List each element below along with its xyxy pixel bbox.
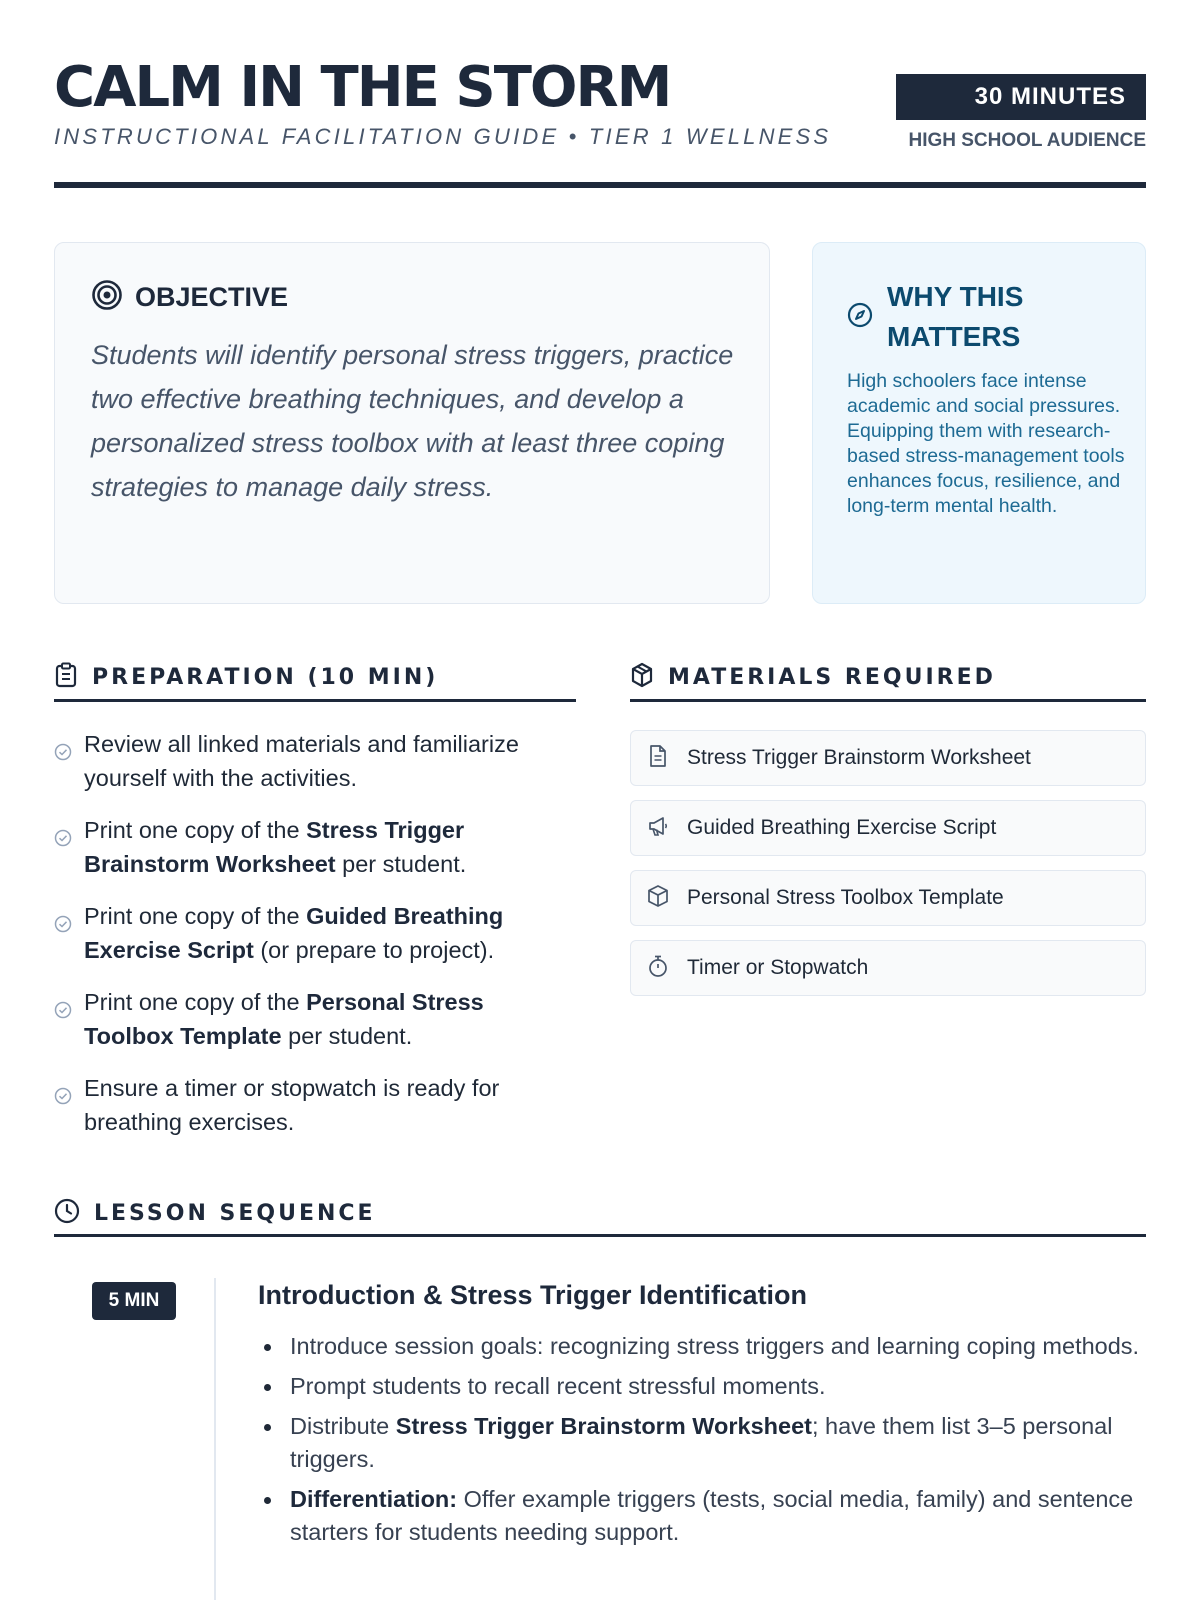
- list-item: Distribute Stress Trigger Brainstorm Worksheet; have them list 3–5 personal triggers.: [258, 1410, 1148, 1476]
- duration-badge: 30 MINUTES: [896, 74, 1146, 120]
- header-divider: [54, 182, 1146, 188]
- megaphone-icon: [647, 814, 669, 843]
- check-circle-icon: [54, 994, 72, 1028]
- document-icon: [647, 744, 669, 773]
- check-circle-icon: [54, 822, 72, 856]
- objective-card: [54, 242, 770, 604]
- material-item: Guided Breathing Exercise Script: [630, 800, 1146, 856]
- why-card: [812, 242, 1146, 604]
- sequence-header: [54, 1198, 376, 1229]
- objective-heading: OBJECTIVE: [135, 282, 289, 312]
- why-heading: WHY THIS MATTERS: [887, 281, 1024, 352]
- clipboard-icon: [54, 662, 78, 693]
- list-item: Print one copy of the Personal Stress Toolbox Template per student.: [54, 985, 574, 1053]
- page-title: CALM IN THE STORM: [54, 55, 671, 120]
- check-circle-icon: [54, 736, 72, 770]
- check-circle-icon: [54, 1080, 72, 1114]
- materials-heading: MATERIALS REQUIRED: [668, 665, 996, 690]
- list-item: Introduce session goals: recognizing stress triggers and learning coping methods.: [258, 1330, 1148, 1363]
- target-icon: [91, 279, 123, 316]
- objective-text: Students will identify personal stress triggers, practice two effective breathing techniques, and develop a personalized stress toolbox with at least three coping strategies to manage daily stress.: [91, 340, 734, 502]
- step-title: Introduction & Stress Trigger Identification: [258, 1280, 808, 1310]
- timeline-line: [214, 1278, 216, 1600]
- preparation-heading: PREPARATION (10 MIN): [92, 665, 439, 690]
- materials-divider: [630, 699, 1146, 702]
- box-icon: [647, 884, 669, 913]
- step-bullet-list: [258, 1330, 1148, 1556]
- list-item: Differentiation: Offer example triggers (tests, social media, family) and sentence starters for students needing support.: [258, 1483, 1148, 1549]
- material-item: Timer or Stopwatch: [630, 940, 1146, 996]
- list-item: Review all linked materials and familiarize yourself with the activities.: [54, 727, 574, 795]
- check-circle-icon: [54, 908, 72, 942]
- material-item: Stress Trigger Brainstorm Worksheet: [630, 730, 1146, 786]
- list-item: Ensure a timer or stopwatch is ready for breathing exercises.: [54, 1071, 574, 1139]
- package-icon: [630, 662, 654, 693]
- material-item: Personal Stress Toolbox Template: [630, 870, 1146, 926]
- preparation-divider: [54, 699, 576, 702]
- clock-icon: [54, 1198, 80, 1229]
- audience-label: HIGH SCHOOL AUDIENCE: [908, 130, 1146, 151]
- preparation-header: [54, 662, 438, 693]
- sequence-heading: LESSON SEQUENCE: [94, 1201, 376, 1226]
- step-time-badge: 5 MIN: [92, 1282, 176, 1320]
- why-text: High schoolers face intense academic and social pressures. Equipping them with research-based stress-management tools enhances focus, resilience, and long-term mental health.: [847, 370, 1125, 517]
- materials-header: [630, 662, 996, 693]
- list-item: Print one copy of the Stress Trigger Brainstorm Worksheet per student.: [54, 813, 574, 881]
- compass-icon: [847, 302, 873, 333]
- stopwatch-icon: [647, 954, 669, 983]
- sequence-divider: [54, 1234, 1146, 1237]
- page-subtitle: INSTRUCTIONAL FACILITATION GUIDE • TIER 1 WELLNESS: [54, 124, 832, 149]
- list-item: Print one copy of the Guided Breathing Exercise Script (or prepare to project).: [54, 899, 574, 967]
- list-item: Prompt students to recall recent stressful moments.: [258, 1370, 1148, 1403]
- header: [54, 56, 1146, 186]
- preparation-list: [54, 727, 574, 1157]
